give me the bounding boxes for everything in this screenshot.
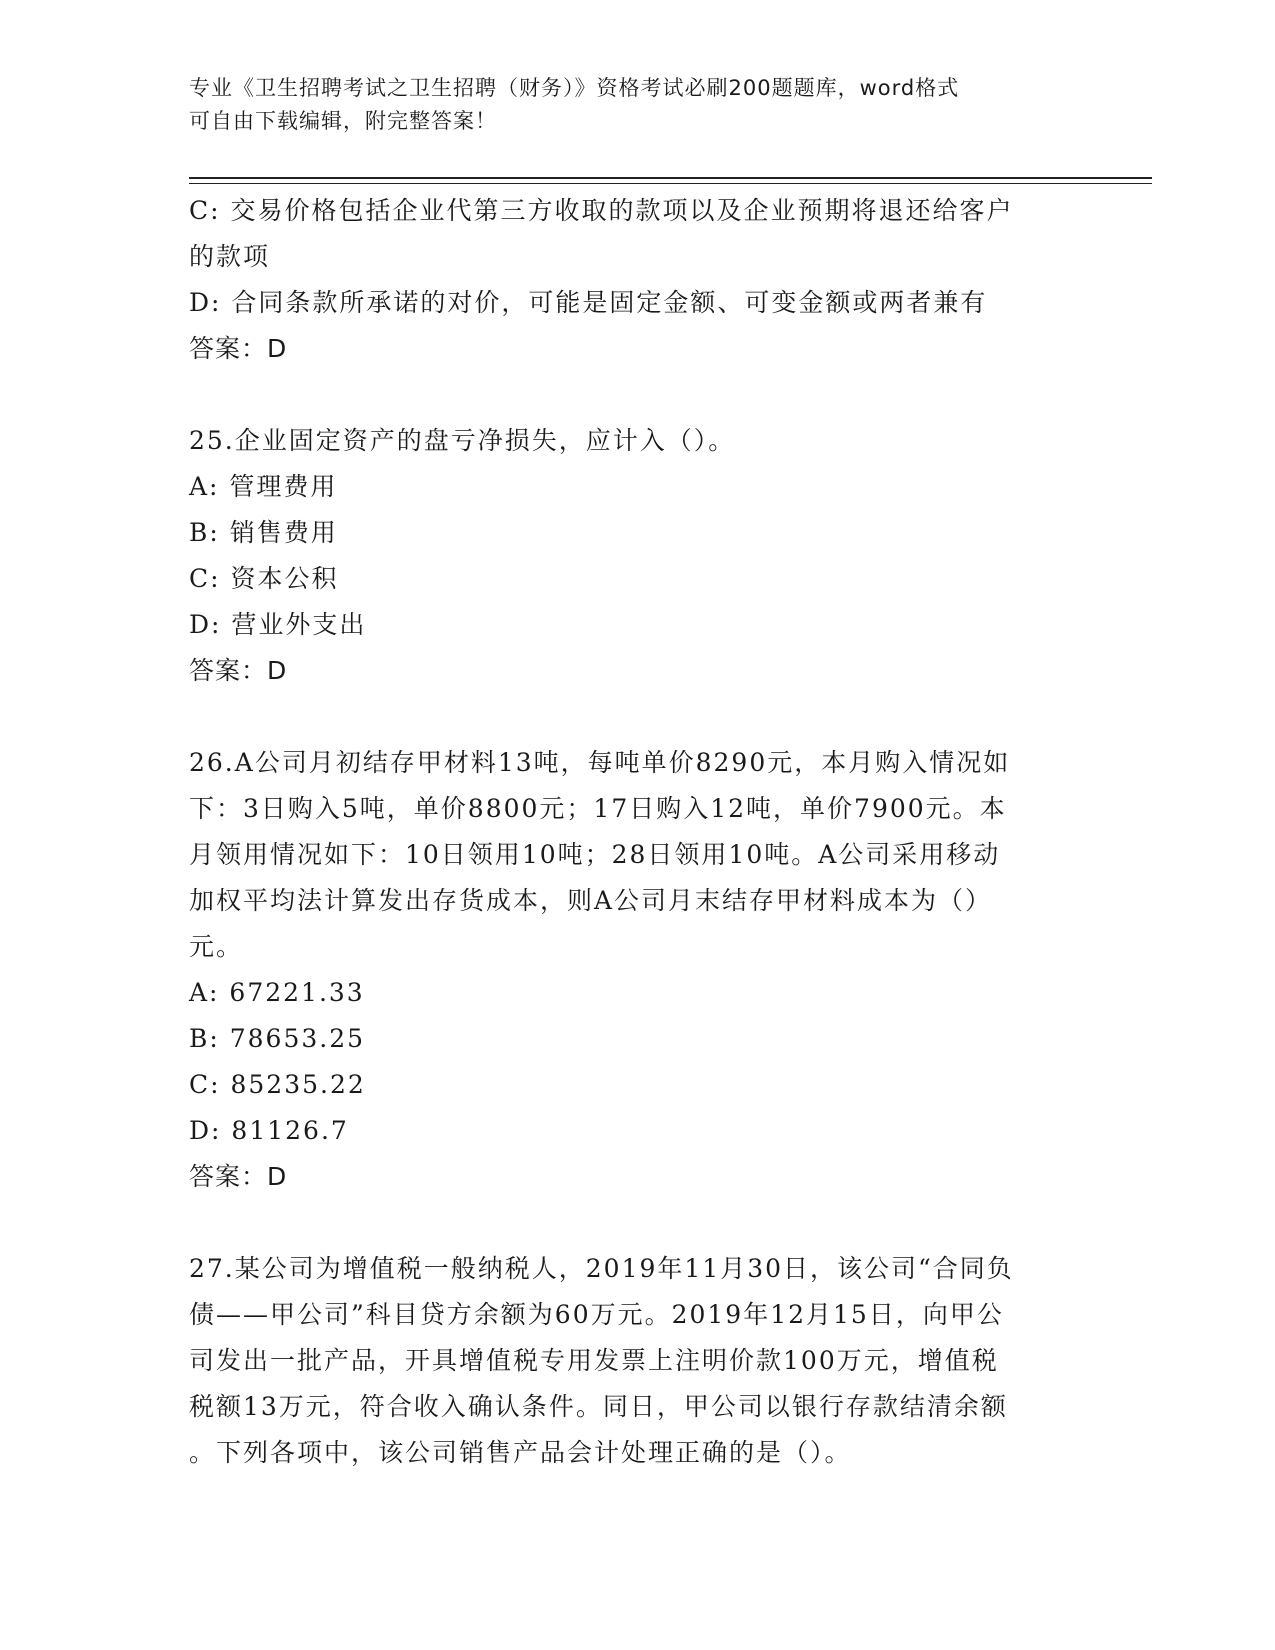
option-c-line-2: 的款项 bbox=[189, 242, 271, 271]
answer: 答案：D bbox=[189, 1162, 288, 1191]
question-stem-line: 税额13万元，符合收入确认条件。同日，甲公司以银行存款结清余额 bbox=[189, 1392, 1008, 1421]
option-d: D: 81126.7 bbox=[189, 1116, 349, 1145]
question-stem-line: 。下列各项中，该公司销售产品会计处理正确的是（）。 bbox=[189, 1438, 852, 1467]
option-b: B: 78653.25 bbox=[189, 1024, 366, 1053]
document-header bbox=[189, 72, 1069, 138]
option-b: B: 销售费用 bbox=[189, 518, 338, 547]
question-25 bbox=[189, 418, 1089, 694]
option-a: A: 67221.33 bbox=[189, 978, 365, 1007]
spacer bbox=[189, 694, 1089, 740]
question-27 bbox=[189, 1246, 1089, 1476]
document-body bbox=[189, 188, 1089, 1476]
question-stem-line: 月领用情况如下：10日领用10吨；28日领用10吨。A公司采用移动 bbox=[189, 840, 1001, 869]
answer: 答案：D bbox=[189, 334, 288, 363]
previous-question-tail bbox=[189, 188, 1089, 372]
header-divider bbox=[189, 177, 1152, 179]
question-26 bbox=[189, 740, 1089, 1200]
question-stem-line: 下：3日购入5吨，单价8800元；17日购入12吨，单价7900元。本 bbox=[189, 794, 1007, 823]
question-stem-line: 25.企业固定资产的盘亏净损失，应计入（）。 bbox=[189, 426, 736, 455]
option-c: C: 资本公积 bbox=[189, 564, 339, 593]
question-stem-line: 加权平均法计算发出存货成本，则A公司月末结存甲材料成本为（） bbox=[189, 886, 993, 915]
option-a: A: 管理费用 bbox=[189, 472, 338, 501]
question-stem-line: 司发出一批产品，开具增值税专用发票上注明价款100万元，增值税 bbox=[189, 1346, 999, 1375]
option-c: C: 85235.22 bbox=[189, 1070, 366, 1099]
option-d: D: 营业外支出 bbox=[189, 610, 367, 639]
answer: 答案：D bbox=[189, 656, 288, 685]
spacer bbox=[189, 372, 1089, 418]
header-line-1: 专业《卫生招聘考试之卫生招聘（财务）》资格考试必刷200题题库，word格式 bbox=[189, 76, 960, 100]
question-stem-line: 元。 bbox=[189, 932, 244, 961]
question-stem-line: 26.A公司月初结存甲材料13吨，每吨单价8290元，本月购入情况如 bbox=[189, 748, 1011, 777]
header-line-2: 可自由下载编辑，附完整答案！ bbox=[189, 109, 497, 133]
spacer bbox=[189, 1200, 1089, 1246]
option-d: D: 合同条款所承诺的对价，可能是固定金额、可变金额或两者兼有 bbox=[189, 288, 988, 317]
header-divider-thin bbox=[189, 183, 1152, 184]
question-stem-line: 27.某公司为增值税一般纳税人，2019年11月30日，该公司“合同负 bbox=[189, 1254, 1014, 1283]
option-c-line-1: C: 交易价格包括企业代第三方收取的款项以及企业预期将退还给客户 bbox=[189, 196, 1014, 225]
question-stem-line: 债——甲公司”科目贷方余额为60万元。2019年12月15日，向甲公 bbox=[189, 1300, 1004, 1329]
